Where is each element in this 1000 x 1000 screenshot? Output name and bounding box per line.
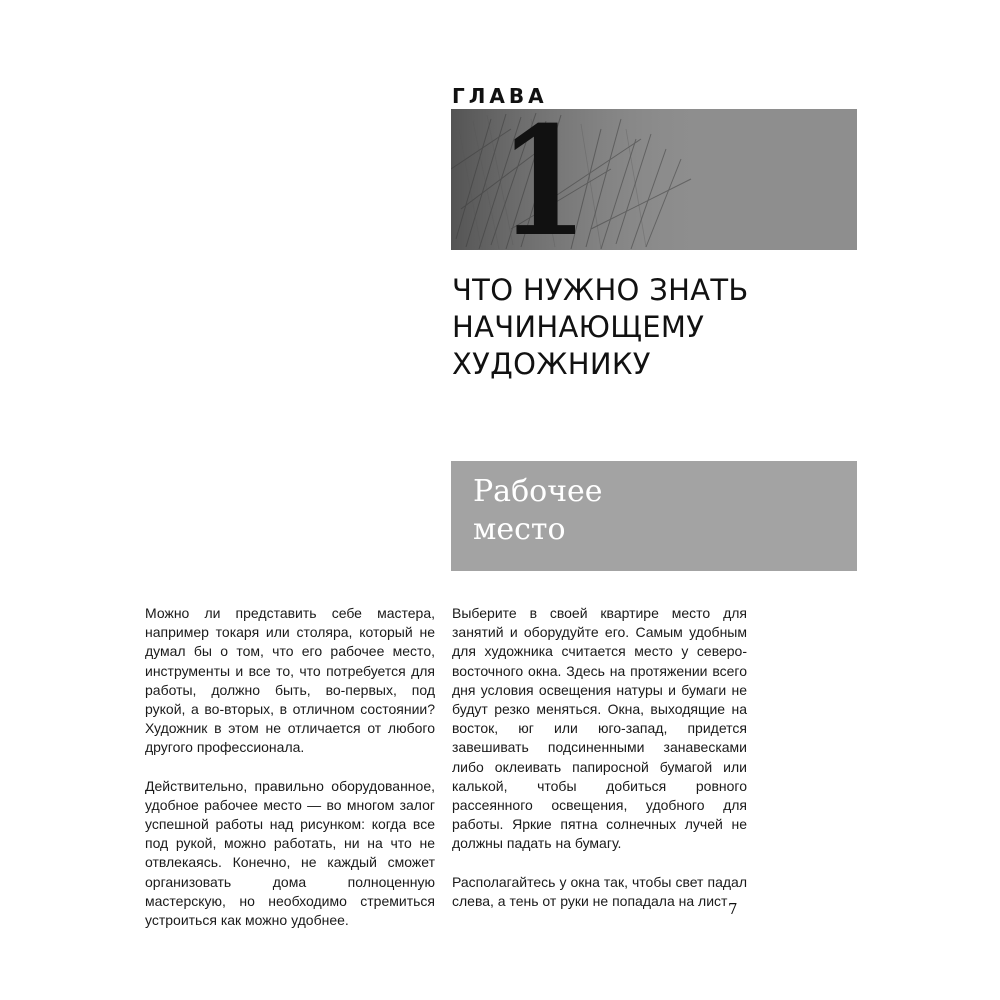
section-heading-box: [451, 461, 857, 571]
chapter-title: [452, 272, 872, 383]
body-paragraph: Можно ли представить себе мастера, например токаря или столяра, который не думал бы о том, что его рабочее место, инструменты и все то, что потребуется для работы, должно быть, во-первых, под рукой, а во-вторых, в отличном состоянии? Художник в этом не отличается от любого другого профессионала.: [145, 605, 435, 756]
body-paragraph: Действительно, правильно оборудованное, удобное рабочее место — во многом залог успешной работы над рисунком: когда все под рукой, можно работать, ни на что не отвлекаясь. Конечно, не каждый сможет организовать дома полноценную мастерскую, но необходимо стремиться устроиться как можно удобнее.: [145, 777, 435, 929]
section-title: [473, 473, 603, 549]
right-text-column: [452, 604, 747, 930]
chapter-label: ГЛАВА: [452, 84, 548, 108]
section-title-line: Рабочее: [473, 474, 603, 509]
body-paragraph: Выберите в своей квартире место для занятий и оборудуйте его. Самым удобным для художника считается место у северо-восточного окна. Здесь на протяжении всего дня условия освещения натуры и бумаги не будут резко меняться. Окна, выходящие на восток, юг или юго-запад, придется завешивать подсиненными занавесками либо оклеивать папиросной бумагой или калькой, чтобы добиться ровного рассеянного освещения, удобного для работы. Яркие пятна солнечных лучей не должны падать на бумагу.: [452, 605, 747, 852]
left-text-column: [145, 604, 435, 949]
chapter-title-line: ЧТО НУЖНО ЗНАТЬ: [452, 273, 749, 307]
body-paragraph: Располагайтесь у окна так, чтобы свет падал слева, а тень от руки не попадала на лист: [452, 873, 747, 909]
chapter-title-line: НАЧИНАЮЩЕМУ: [452, 310, 705, 344]
section-title-line: место: [473, 512, 566, 547]
page-number: 7: [728, 900, 738, 918]
chapter-title-line: ХУДОЖНИКУ: [452, 347, 651, 381]
chapter-number: 1: [499, 94, 588, 270]
